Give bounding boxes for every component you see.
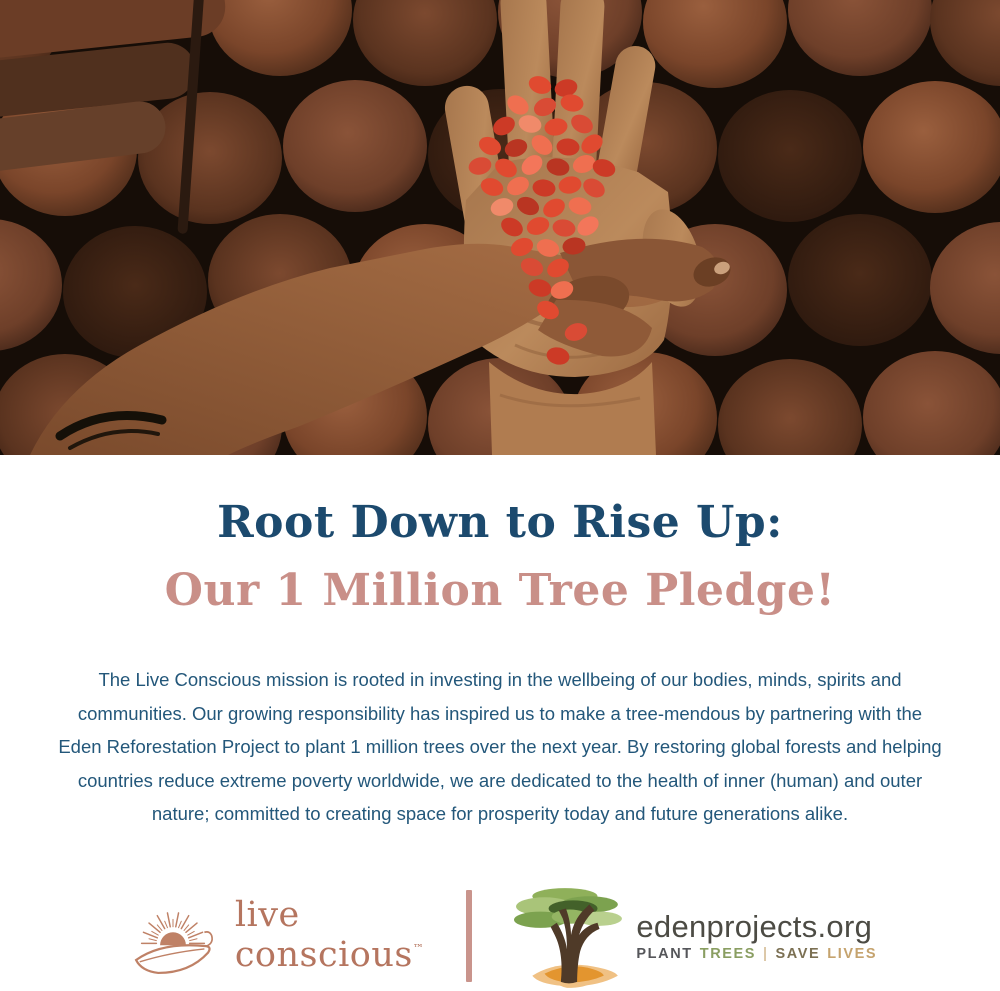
live-conscious-wordmark bbox=[234, 895, 425, 975]
page-title bbox=[0, 489, 1000, 625]
headline-line2: Our 1 Million Tree Pledge! bbox=[164, 565, 836, 616]
headline-line1: Root Down to Rise Up: bbox=[217, 497, 783, 548]
eden-site-name: edenprojects.org bbox=[636, 908, 873, 944]
content-section bbox=[0, 455, 1000, 975]
live-conscious-word2: conscious™ bbox=[234, 935, 425, 975]
mission-paragraph: The Live Conscious mission is rooted in investing in the wellbeing of our bodies, minds, spirits and communities. Our growing responsibility has inspired us to make a tree-mendous by partnering with the Eden Reforestation Project to plant 1 million trees over the next year. By restoring global forests and helping countries reduce extreme poverty worldwide, we are dedicated to the health of inner (human) and outer nature; committed to creating space for prosperity today and future generations alike. bbox=[58, 669, 942, 824]
tagline-trees: TREES bbox=[699, 945, 757, 962]
eden-tagline bbox=[636, 946, 877, 962]
tagline-lives: LIVES bbox=[827, 945, 878, 962]
trademark-symbol: ™ bbox=[412, 942, 425, 955]
tagline-separator: | bbox=[763, 945, 769, 962]
hero-photo-illustration bbox=[0, 0, 1000, 455]
eden-text-block bbox=[636, 910, 877, 962]
live-conscious-word1: live bbox=[234, 895, 300, 935]
logo-row bbox=[0, 881, 1000, 991]
tagline-plant: PLANT bbox=[636, 945, 693, 962]
hero-photo bbox=[0, 0, 1000, 455]
tagline-save: SAVE bbox=[775, 945, 821, 962]
live-conscious-logo[interactable] bbox=[123, 888, 425, 984]
eden-tree-icon bbox=[514, 882, 626, 990]
sunrise-leaf-icon bbox=[123, 888, 223, 984]
eden-projects-logo[interactable] bbox=[514, 882, 877, 990]
